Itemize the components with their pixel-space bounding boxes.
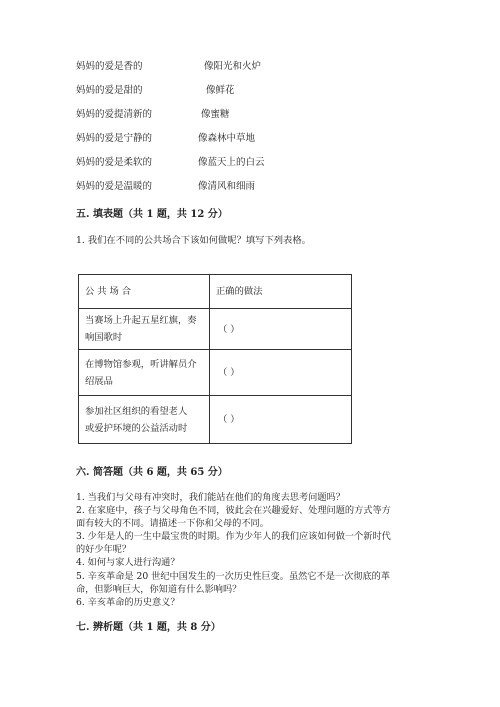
section-6-questions: [76, 491, 391, 609]
match-right: 像蓝天上的白云: [198, 157, 265, 168]
question-line: 面有较大的不同。请描述一下你和父母的不同。: [76, 518, 269, 530]
match-left: 妈妈的爱提清新的: [76, 109, 153, 120]
match-left: 妈妈的爱是宁静的: [76, 133, 153, 144]
match-left: 妈妈的爱是柔软的: [76, 157, 153, 168]
match-right: 像森林中草地: [198, 133, 256, 144]
table-row: [79, 350, 352, 396]
match-row: [76, 132, 255, 146]
question-line: 3. 少年是人的一生中最宝贵的时期。作为少年人的我们应该如何做一个新时代: [76, 531, 391, 543]
table-cell-place: 参加社区组织的看望老人 或爱护环境的公益活动时: [79, 396, 210, 444]
question-line: 5. 辛亥革命是 20 世纪中国发生的一次历史性巨变。虽然它不是一次彻底的革: [76, 570, 391, 582]
section-7-heading: 七. 辨析题（共 1 题，共 8 分）: [76, 622, 221, 633]
table-header-row: [79, 275, 352, 309]
match-right: 像清风和细雨: [198, 181, 256, 192]
match-row: [76, 60, 261, 74]
match-left: 妈妈的爱是温暖的: [76, 181, 153, 192]
table-cell-place: 当赛场上升起五星红旗，奏 响国歌时: [79, 309, 210, 350]
match-right: 像蜜糖: [201, 109, 230, 120]
table-row: [79, 396, 352, 444]
question-line: 4. 如何与家人进行沟通？: [76, 557, 180, 569]
match-row: [76, 156, 265, 170]
answer-blank[interactable]: （ ）: [210, 350, 352, 396]
question-line: 6. 辛亥革命的历史意义？: [76, 596, 180, 608]
question-line: 的好少年呢？: [76, 544, 132, 556]
section-5-heading: 五. 填表题（共 1 题，共 12 分）: [76, 209, 228, 220]
match-left: 妈妈的爱是香的: [76, 61, 143, 72]
match-row: [76, 84, 235, 98]
match-row: [76, 180, 255, 194]
answer-blank[interactable]: （ ）: [210, 396, 352, 444]
match-right: 像鲜花: [206, 85, 235, 96]
table-header-place: 公 共 场 合: [79, 275, 210, 309]
table-row: [79, 309, 352, 350]
table-cell-place: 在博物馆参观，听讲解员介 绍展品: [79, 350, 210, 396]
table-header-action: 正确的做法: [210, 275, 352, 309]
question-line: 命，但影响巨大，你知道有什么影响吗？: [76, 583, 242, 595]
answer-blank[interactable]: （ ）: [210, 309, 352, 350]
match-right: 像阳光和火炉: [204, 61, 262, 72]
question-line: 1. 当我们与父母有冲突时，我们能站在他们的角度去思考问题吗？: [76, 492, 345, 503]
question-line: 2. 在家庭中，孩子与父母角色不同，彼此会在兴趣爱好、处理问题的方式等方: [76, 505, 391, 517]
match-left: 妈妈的爱是甜的: [76, 85, 143, 96]
fill-in-table: [78, 274, 352, 444]
section-6-heading: 六. 简答题（共 6 题，共 65 分）: [76, 467, 228, 478]
section-5-question: 1. 我们在不同的公共场合下该如何做呢？填写下列表格。: [76, 235, 311, 246]
match-row: [76, 108, 230, 122]
